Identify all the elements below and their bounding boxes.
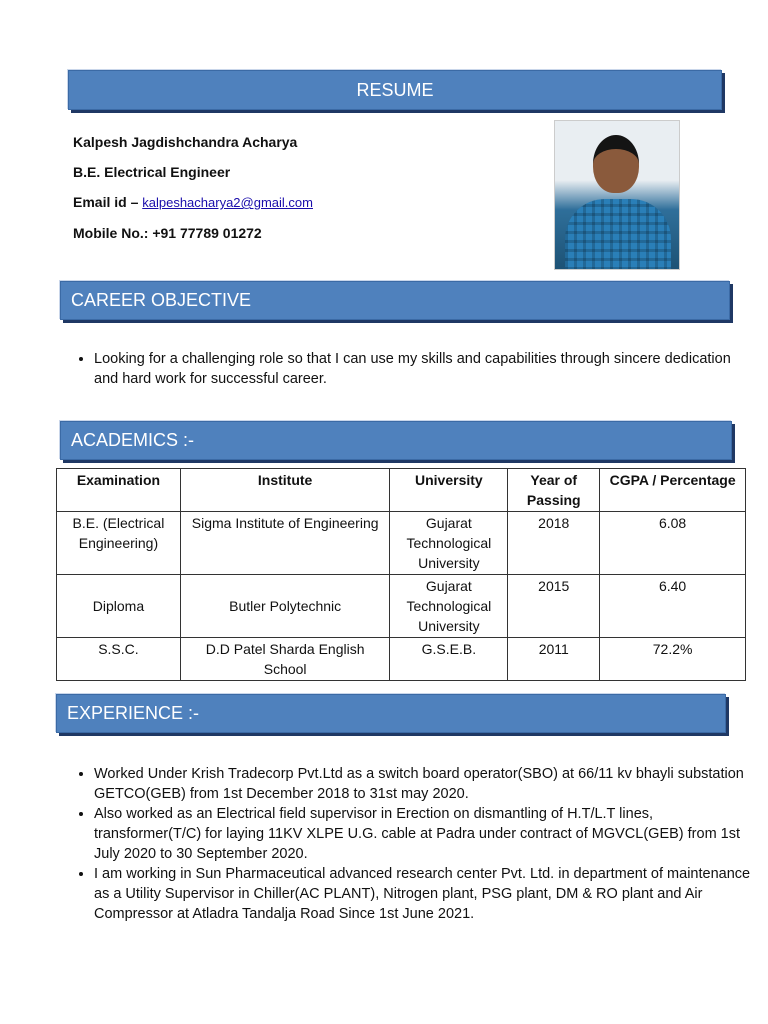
table-row [57,575,746,638]
row-year: 2018 [508,512,600,575]
row-cgpa: 72.2% [600,638,746,681]
email-label: Email id – [73,194,139,210]
email-link[interactable]: kalpeshacharya2@gmail.com [142,195,313,210]
row-year: 2011 [508,638,600,681]
career-objective-title: CAREER OBJECTIVE [71,290,252,310]
experience-item: • Also worked as an Electrical field supervisor in Erection on dismantling of H.T/L.T lines, transformer(T/C) for laying 11KV XLPE U.G. cable at Padra under contract of MGVCL(GEB) from 1st July 2020 to 30 September 2020. [94,804,758,864]
row-examination: S.S.C. [57,638,181,681]
candidate-name: Kalpesh Jagdishchandra Acharya [73,134,298,150]
career-objective-header [60,281,730,320]
photo-shirt [565,199,671,270]
col-institute: Institute [180,469,390,512]
career-objective-item: • Looking for a challenging role so that I can use my skills and capabilities through sincere dedication and hard work for successful career. [94,349,734,389]
row-institute: Butler Polytechnic [180,575,390,638]
academics-header [60,421,732,460]
col-examination: Examination [57,469,181,512]
row-cgpa: 6.08 [600,512,746,575]
experience-list [72,764,758,924]
table-row [57,512,746,575]
experience-item: • Worked Under Krish Tradecorp Pvt.Ltd as a switch board operator(SBO) at 66/11 kv bhayli substation GETCO(GEB) from 1st December 2018 to 31st may 2020. [94,764,758,804]
career-objective-list [72,349,734,389]
row-university: G.S.E.B. [390,638,508,681]
candidate-degree: B.E. Electrical Engineer [73,164,231,180]
profile-photo [554,120,680,270]
experience-item: • I am working in Sun Pharmaceutical advanced research center Pvt. Ltd. in department of maintenance as a Utility Supervisor in Chiller(AC PLANT), Nitrogen plant, PSG plant, DM & RO plant and Air Compressor at Atladra Tandalja Road Since 1st June 2021. [94,864,758,924]
experience-header [56,694,726,733]
col-year: Year of Passing [508,469,600,512]
mobile-number: Mobile No.: +91 77789 01272 [73,225,262,241]
photo-head [593,135,639,193]
row-university: Gujarat Technological University [390,512,508,575]
row-institute: D.D Patel Sharda English School [180,638,390,681]
col-university: University [390,469,508,512]
resume-title-bar [68,70,722,110]
academics-table [56,468,746,681]
email-row [73,194,313,210]
academics-header-row [57,469,746,512]
table-row [57,638,746,681]
row-institute: Sigma Institute of Engineering [180,512,390,575]
row-examination: Diploma [57,575,181,638]
row-university: Gujarat Technological University [390,575,508,638]
row-year: 2015 [508,575,600,638]
academics-title: ACADEMICS :- [71,430,195,450]
col-cgpa: CGPA / Percentage [600,469,746,512]
row-cgpa: 6.40 [600,575,746,638]
experience-title: EXPERIENCE :- [67,703,200,723]
resume-title: RESUME [356,79,434,100]
row-examination: B.E. (Electrical Engineering) [57,512,181,575]
